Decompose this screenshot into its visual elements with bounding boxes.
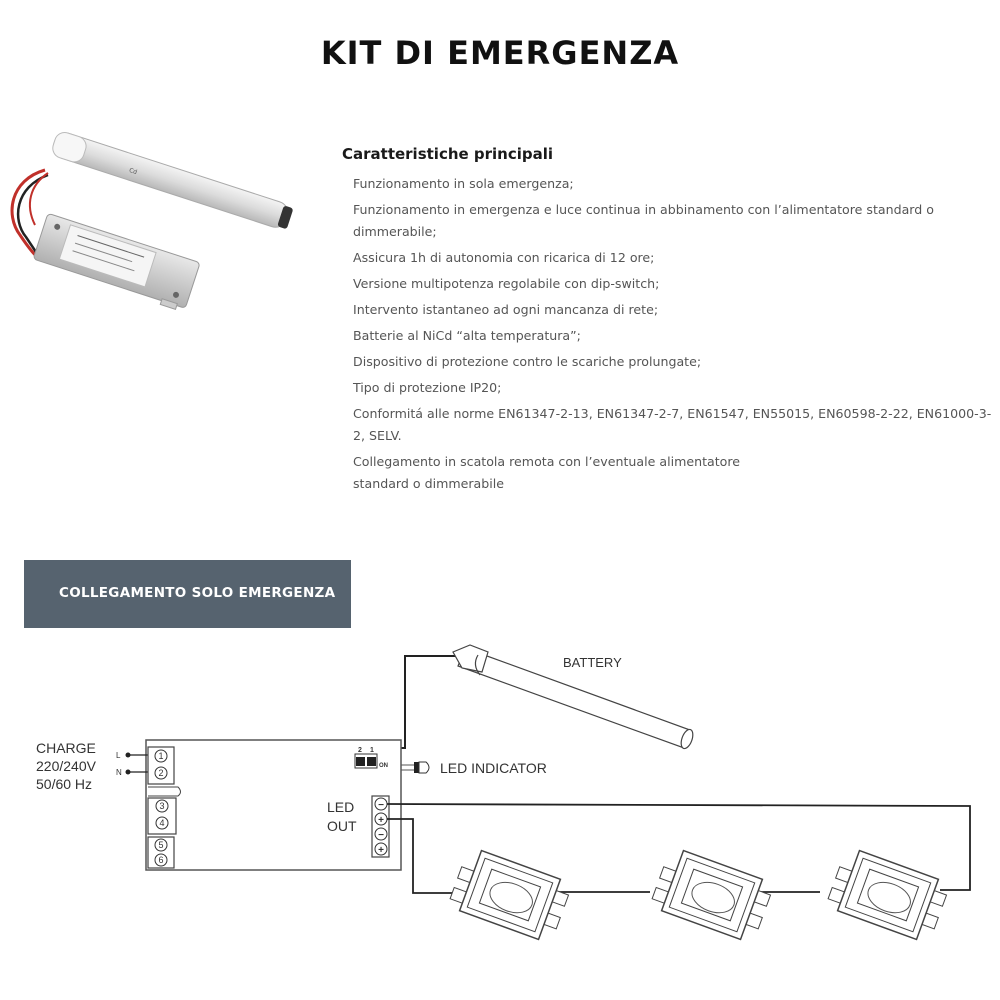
terminal-6: 6 [158, 855, 164, 865]
product-photo [0, 125, 320, 325]
feature-item: Batterie al NiCd “alta temperatura”; [353, 328, 581, 343]
terminal-4: 4 [159, 818, 165, 828]
led-out-label-2: OUT [327, 818, 357, 834]
terminal-1: 1 [158, 751, 164, 761]
led-out-label: LED [327, 799, 355, 815]
feature-item: Tipo di protezione IP20; [353, 380, 502, 395]
svg-text:1: 1 [370, 747, 374, 754]
downlight-icon [649, 846, 774, 944]
feature-item: Collegamento in scatola remota con l’eventuale alimentatore standard o dimmerabile [353, 454, 741, 491]
section-banner: COLLEGAMENTO SOLO EMERGENZA [24, 560, 351, 628]
led-indicator-label: LED INDICATOR [440, 760, 547, 776]
feature-item: Conformitá alle norme EN61347-2-13, EN61347-2-7, EN61547, EN55015, EN60598-2-22, EN61000-3-2, SELV. [353, 406, 992, 443]
charge-label: CHARGE [36, 740, 96, 756]
feature-item: Versione multipotenza regolabile con dip-switch; [353, 276, 660, 291]
svg-text:ON: ON [379, 763, 388, 769]
downlight-icon [447, 846, 572, 944]
svg-text:+: + [378, 815, 384, 826]
feature-item: Funzionamento in sola emergenza; [353, 176, 574, 191]
downlight-icon [825, 846, 950, 944]
led-indicator-icon [401, 762, 429, 773]
features-heading: Caratteristiche principali [342, 145, 554, 163]
wiring-diagram [0, 630, 1000, 1000]
voltage-label: 220/240V [36, 758, 96, 774]
feature-item: Assicura 1h di autonomia con ricarica di 12 ore; [353, 250, 655, 265]
terminal-2: 2 [158, 768, 164, 778]
terminal-5: 5 [158, 840, 164, 850]
feature-item: Dispositivo di protezione contro le scariche prolungate; [353, 354, 702, 369]
features-section [342, 145, 992, 499]
terminal-n-label: N [116, 768, 122, 777]
feature-item: Intervento istantaneo ad ogni mancanza di rete; [353, 302, 659, 317]
svg-text:−: − [378, 800, 384, 811]
svg-text:+: + [378, 845, 384, 856]
page-title: KIT DI EMERGENZA [320, 34, 680, 72]
feature-item: Funzionamento in emergenza e luce continua in abbinamento con l’alimentatore standard o dimmerabile; [353, 202, 934, 239]
svg-text:Cd: Cd [128, 166, 138, 177]
terminal-3: 3 [159, 801, 165, 811]
terminal-l-label: L [116, 751, 121, 760]
features-list [342, 173, 992, 495]
frequency-label: 50/60 Hz [36, 776, 93, 792]
battery-label: BATTERY [563, 655, 622, 670]
svg-text:2: 2 [358, 747, 362, 754]
svg-text:−: − [378, 830, 384, 841]
